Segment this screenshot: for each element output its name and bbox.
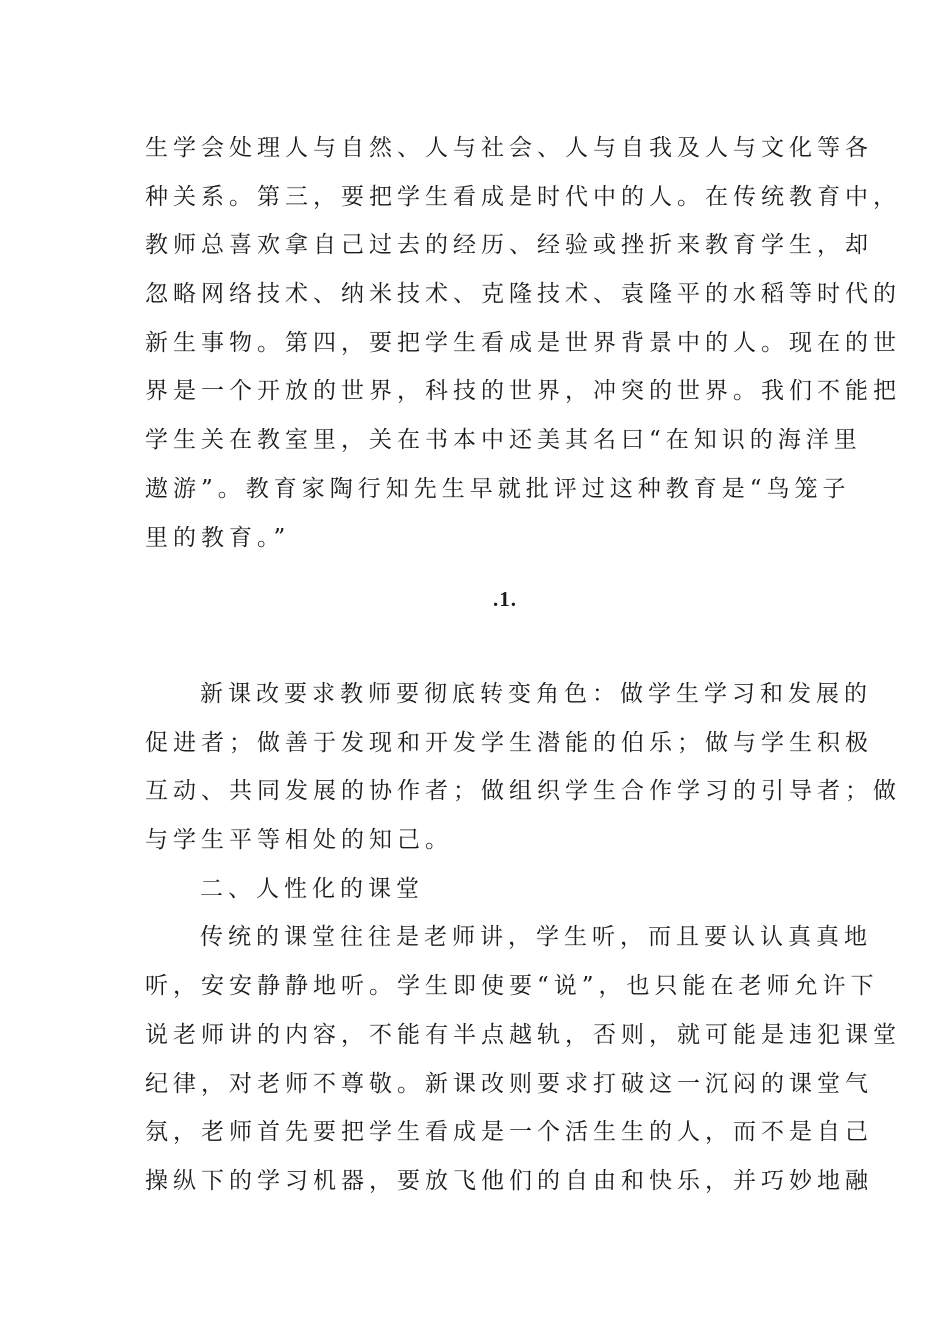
text-line: 新课改要求教师要彻底转变角色：做学生学习和发展的 [200,681,872,707]
text-line: 互动、共同发展的协作者；做组织学生合作学习的引导者；做 [145,778,901,805]
text-line: 促进者；做善于发现和开发学生潜能的伯乐；做与学生积极 [145,729,873,756]
text-line: 遨游”。教育家陶行知先生早就批评过这种教育是“鸟笼子 [145,475,851,502]
body-section [145,670,901,1206]
text-line: 界是一个开放的世界，科技的世界，冲突的世界。我们不能把 [145,378,901,405]
text-line: 新生事物。第四，要把学生看成是世界背景中的人。现在的世 [145,329,901,356]
page-number: .1. [493,587,517,611]
text-line: 学生关在教室里，关在书本中还美其名曰“在知识的海洋里 [145,427,862,454]
text-line: 听，安安静静地听。学生即使要“说”，也只能在老师允许下 [145,973,879,1000]
text-line: 教师总喜欢拿自己过去的经历、经验或挫折来教育学生，却 [145,232,873,259]
text-line: 种关系。第三，要把学生看成是时代中的人。在传统教育中， [145,183,901,210]
paragraph-traditional-classroom [145,913,901,1205]
section-heading: 二、人性化的课堂 [200,875,424,902]
text-line: 传统的课堂往往是老师讲，学生听，而且要认认真真地 [200,924,872,951]
text-line: 说老师讲的内容，不能有半点越轨，否则，就可能是违犯课堂 [145,1021,901,1048]
text-line: 与学生平等相处的知己。 [145,827,453,854]
text-line: 氛，老师首先要把学生看成是一个活生生的人，而不是自己 [145,1119,873,1146]
text-line: 忽略网络技术、纳米技术、克隆技术、袁隆平的水稻等时代的 [145,281,901,308]
text-line: 里的教育。” [145,524,291,551]
paragraph-teacher-roles [145,670,901,865]
text-line: 操纵下的学习机器，要放飞他们的自由和快乐，并巧妙地融 [145,1167,873,1194]
text-line: 生学会处理人与自然、人与社会、人与自我及人与文化等各 [145,135,873,161]
paragraph-continued [145,124,901,562]
text-line: 纪律，对老师不尊敬。新课改则要求打破这一沉闷的课堂气 [145,1070,873,1097]
